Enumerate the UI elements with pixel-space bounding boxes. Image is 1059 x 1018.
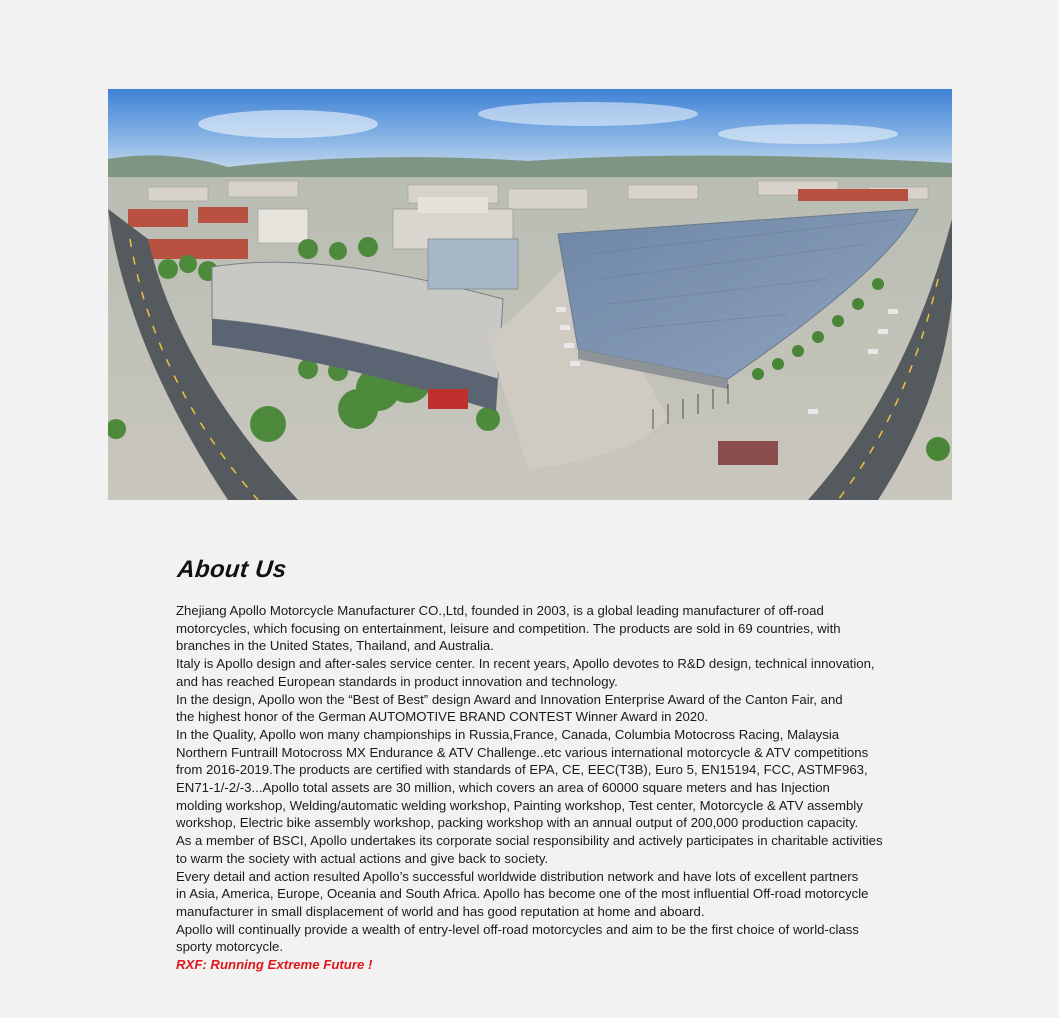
about-line: In the design, Apollo won the “Best of Best” design Award and Innovation Enterprise Award of the Canton Fair, and	[176, 691, 843, 707]
about-line: in Asia, America, Europe, Oceania and South Africa. Apollo has become one of the most influential Off-road motorcycle	[176, 886, 869, 902]
about-line: the highest honor of the German AUTOMOTIVE BRAND CONTEST Winner Award in 2020.	[176, 709, 709, 725]
about-line: Apollo will continually provide a wealth of entry-level off-road motorcycles and aim to be the first choice of world-class	[176, 921, 859, 937]
about-line: Italy is Apollo design and after-sales service center. In recent years, Apollo devotes to R&D design, technical innovation,	[176, 656, 875, 672]
about-line: workshop, Electric bike assembly workshop, packing workshop with an annual output of 200,000 production capacity.	[176, 815, 859, 831]
about-line: and has reached European standards in product innovation and technology.	[176, 673, 618, 689]
about-line: Northern Funtraill Motocross MX Endurance & ATV Challenge..etc various international motorcycle & ATV competitions	[176, 744, 869, 760]
about-line: to warm the society with actual actions and give back to society.	[176, 850, 549, 866]
about-line: sporty motorcycle.	[176, 939, 283, 955]
about-line: Every detail and action resulted Apollo’s successful worldwide distribution network and have lots of excellent partners	[176, 868, 859, 884]
about-title: About Us	[176, 556, 289, 583]
about-text	[176, 602, 911, 974]
about-line: In the Quality, Apollo won many championships in Russia,France, Canada, Columbia Motocross Racing, Malaysia	[176, 726, 840, 742]
about-line: Zhejiang Apollo Motorcycle Manufacturer CO.,Ltd, founded in 2003, is a global leading manufacturer of off-road	[176, 603, 824, 618]
about-line: branches in the United States, Thailand, and Australia.	[176, 638, 494, 654]
slogan: RXF: Running Extreme Future !	[176, 957, 373, 973]
about-line: from 2016-2019.The products are certified with standards of EPA, CE, EEC(T3B), Euro 5, EN15194, FCC, ASTMF963,	[176, 762, 868, 778]
about-line: manufacturer in small displacement of world and has good reputation at home and aboard.	[176, 903, 705, 919]
about-line: motorcycles, which focusing on entertainment, leisure and competition. The products are sold in 69 countries, with	[176, 620, 841, 636]
factory-aerial-photo	[108, 89, 952, 500]
about-line: EN71-1/-2/-3...Apollo total assets are 30 million, which covers an area of 60000 square meters and has Injection	[176, 780, 830, 796]
about-section	[176, 556, 911, 974]
about-line: molding workshop, Welding/automatic welding workshop, Painting workshop, Test center, Motorcycle & ATV assembly	[176, 797, 863, 813]
about-line: As a member of BSCI, Apollo undertakes its corporate social responsibility and actively participates in charitable activities	[176, 833, 883, 849]
